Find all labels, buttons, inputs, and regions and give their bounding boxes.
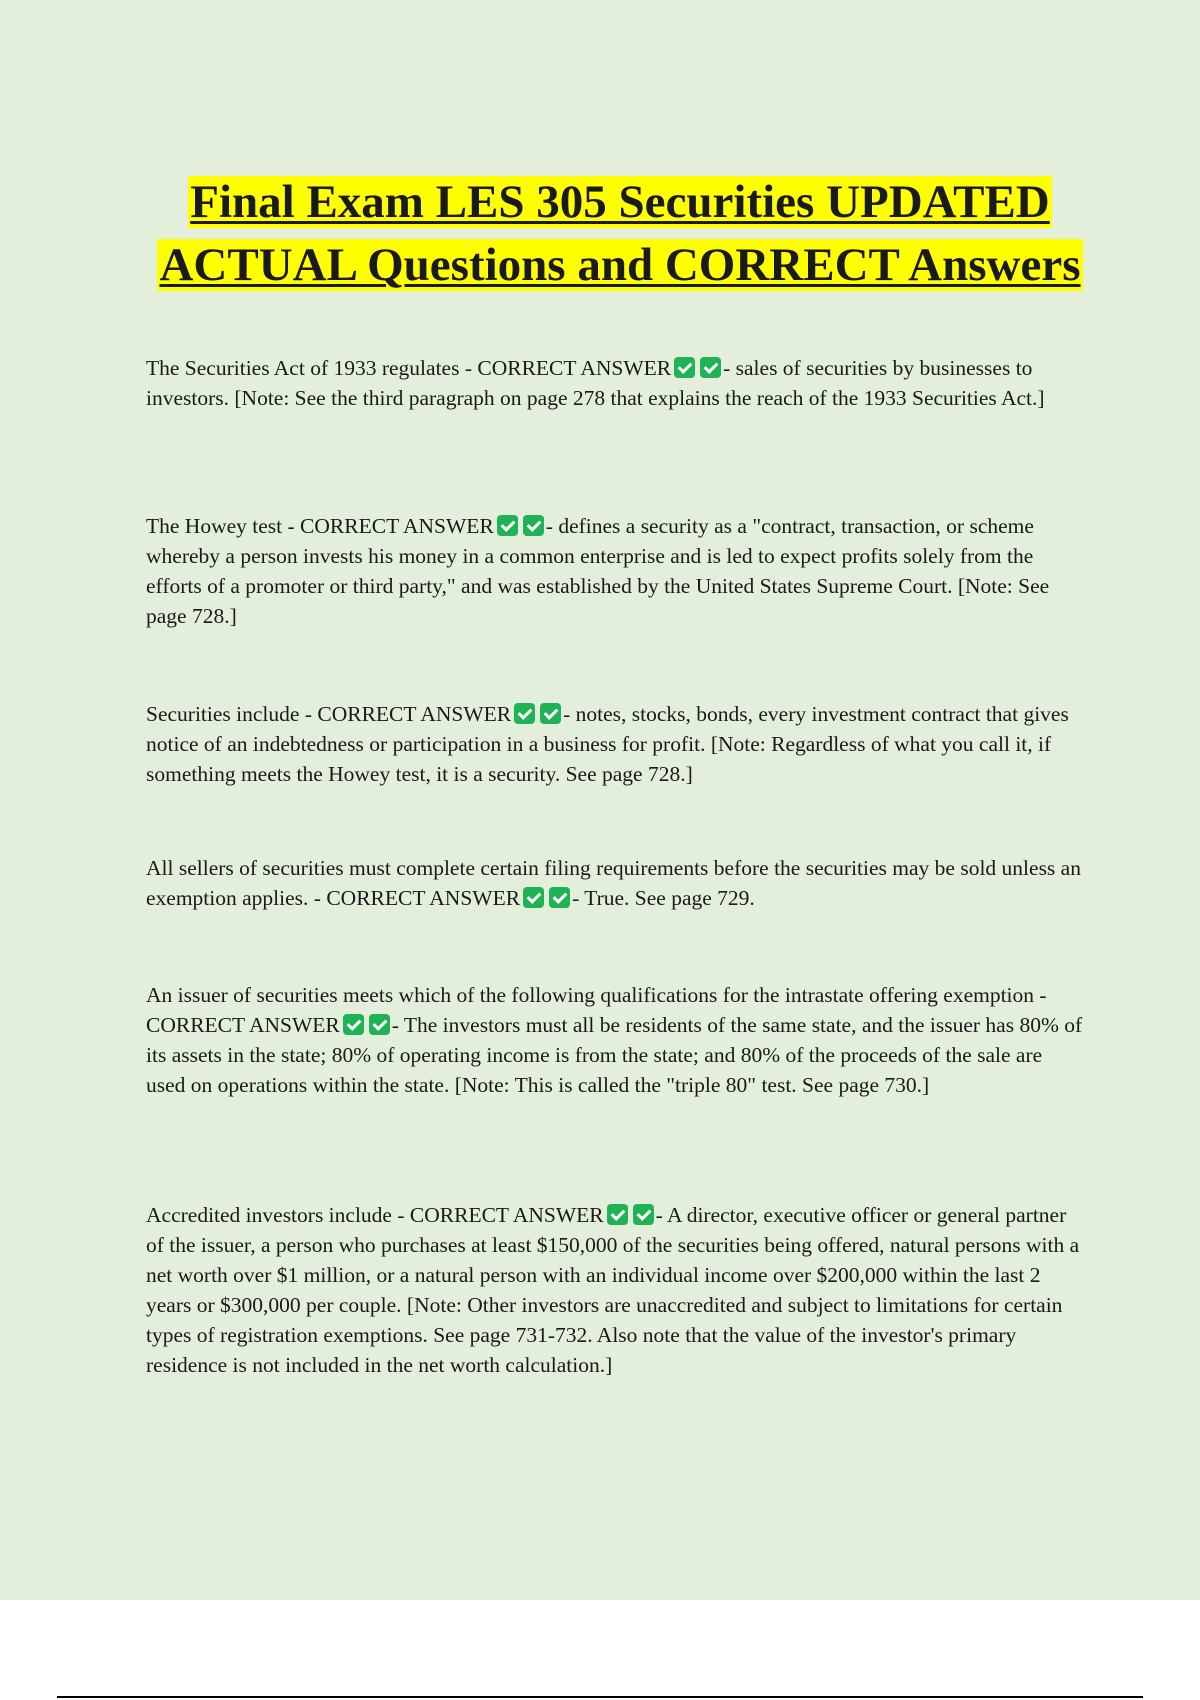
answer-text: - defines a security as a "contract, transaction, or scheme whereby a person invests his money in a common enterprise and is led to expect profits solely from the efforts of a promoter or third party," and was established by the United States Supreme Court. [Note: See page 728.] <box>146 514 1050 628</box>
answer-marker: CORRECT ANSWER <box>317 702 512 726</box>
question-text: An issuer of securities meets which of the following qualifications for the intrastate offering exemption - <box>146 983 1047 1007</box>
check-mark-icon <box>674 357 695 378</box>
check-mark-icon <box>369 1014 390 1035</box>
answer-marker: CORRECT ANSWER <box>477 356 672 380</box>
question-text: All sellers of securities must complete certain filing requirements before the securities may be sold unless an exemption applies. - <box>146 856 1081 910</box>
answer-marker: CORRECT ANSWER <box>146 1013 340 1037</box>
check-mark-icon <box>343 1014 364 1035</box>
document-title <box>145 171 1095 297</box>
check-mark-icon <box>549 887 570 908</box>
check-mark-icon <box>523 887 544 908</box>
answer-marker: CORRECT ANSWER <box>300 514 494 538</box>
qa-item-3 <box>146 699 1086 789</box>
footer-rule <box>57 1696 1143 1698</box>
check-mark-icon <box>497 515 518 536</box>
answer-marker: CORRECT ANSWER <box>326 886 521 910</box>
question-text: Securities include - <box>146 702 318 726</box>
qa-item-4 <box>146 853 1086 913</box>
check-mark-icon <box>633 1204 654 1225</box>
qa-item-2 <box>146 511 1086 631</box>
answer-text: - The investors must all be residents of the same state, and the issuer has 80% of its assets in the state; 80% of operating income is from the state; and 80% of the proceeds of the sale are used on operations within the state. [Note: This is called the "triple 80" test. See page 730.] <box>146 1013 1083 1097</box>
title-highlight: Final Exam LES 305 Securities UPDATED ACTUAL Questions and CORRECT Answers <box>159 176 1081 292</box>
check-mark-icon <box>700 357 721 378</box>
answer-text: - True. See page 729. <box>572 886 755 910</box>
question-text: Accredited investors include - <box>146 1203 410 1227</box>
qa-item-5 <box>146 980 1086 1100</box>
check-mark-icon <box>607 1204 628 1225</box>
answer-text: - sales of securities by businesses to investors. [Note: See the third paragraph on page 278 that explains the reach of the 1933 Securities Act.] <box>146 356 1045 410</box>
answer-text: - notes, stocks, bonds, every investment contract that gives notice of an indebtedness or participation in a business for profit. [Note: Regardless of what you call it, if something meets the Howey test, it is a security. See page 728.] <box>146 702 1069 786</box>
check-mark-icon <box>540 703 561 724</box>
answer-text: - A director, executive officer or general partner of the issuer, a person who purchases at least $150,000 of the securities being offered, natural persons with a net worth over $1 million, or a natural person with an individual income over $200,000 within the last 2 years or $300,000 per couple. [Note: Other investors are unaccredited and subject to limitations for certain types of registration exemptions. See page 731-732. Also note that the value of the investor's primary residence is not included in the net worth calculation.] <box>146 1203 1080 1377</box>
question-text: The Howey test - <box>146 514 301 538</box>
question-text: The Securities Act of 1933 regulates - <box>146 356 478 380</box>
qa-item-1 <box>146 353 1086 413</box>
qa-item-6 <box>146 1200 1086 1380</box>
check-mark-icon <box>514 703 535 724</box>
check-mark-icon <box>523 515 544 536</box>
answer-marker: CORRECT ANSWER <box>409 1203 604 1227</box>
